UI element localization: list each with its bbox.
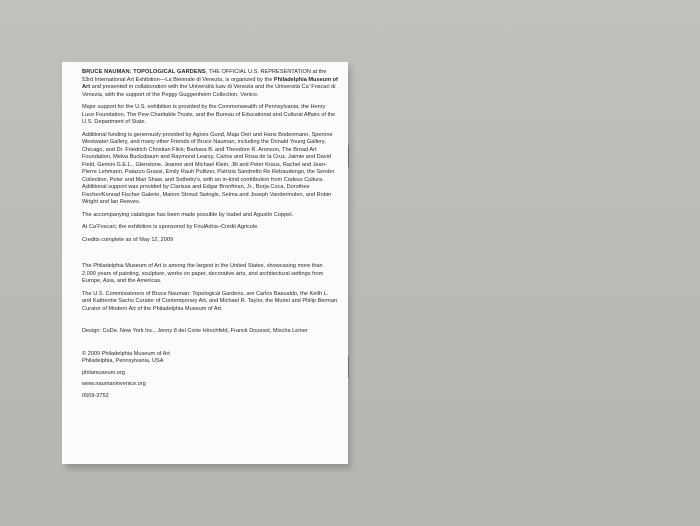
catalogue-paragraph: The accompanying catalogue has been made possible by Isabel and Agustín Coppel. <box>82 211 294 218</box>
contact-block <box>82 351 338 401</box>
museum-about-paragraph: The Philadelphia Museum of Art is among the largest in the United States, showcasing more than 2,000 years of painting, sculpture, works on paper, decorative arts, and architectural settings from Europe, Asia, and the Americas. <box>82 263 324 284</box>
museum-name: Philadelphia Museum of Art <box>82 76 338 90</box>
exhibition-title: BRUCE NAUMAN: TOPOLOGICAL GARDENS <box>82 69 206 75</box>
copyright-line: © 2009 Philadelphia Museum of Art <box>82 350 170 357</box>
commissioners-paragraph: The U.S. Commissioners of Bruce Nauman: Topological Gardens, are Carlos Basualdo, the Keith L. and Katherine Sachs Curator of Contemporary Art, and Michael R. Taylor, the Muriel and Philip Berman Curator of Modern Art of the Philadelphia Museum of Art. <box>82 290 338 312</box>
website-philamuseum: philamuseum.org <box>82 369 125 376</box>
location-line: Philadelphia, Pennsylvania, USA <box>82 358 164 364</box>
intro-text-part1: , THE OFFICIAL U.S. REPRESENTATION at the 53rd International Art Exhibition—La Biennale di Venezia, is organized by the <box>82 69 327 83</box>
intro-text-part2: and presented in collaboration with the Università Iuav di Venezia and the Università Ca’ Foscari di Venezia, with the support of the Peggy Guggenheim Collection, Venice. <box>82 84 336 98</box>
copyright-block <box>82 351 338 366</box>
spacer <box>82 318 338 328</box>
credits-date: Credits complete as of May 12, 2009 <box>82 236 174 243</box>
spacer <box>82 249 338 263</box>
design-credit: Design: CoDe. New York Inc., Jenny 8 del Corte Hirschfeld, Franck Doussot, Mischa Leiner <box>82 328 308 334</box>
additional-funding-paragraph: Additional funding is generously provided by Agnes Gund, Maja Oeri and Hans Bodenmann, Sperone Westwater Gallery, and many other Friends of Bruce Nauman, including the Donald Young Gallery, Chicago, and Dr. Friedrich Christian Flick; Barbara B. and Theodore R. Aronson, The Broad Art Foundation, Melva Bucksbaum and Raymond Learsy, Carlos and Rosa de la Cruz, Jaimie and David Field, Gemini G.E.L., Glenstone, Jeanne and Michael Klein, Jill and Peter Kraus, Rachel and Jean-Pierre Lehmann, Palazzo Grassi, Emily Rauh Pulitzer, Patrizia Sandretto Re Rebaudengo, the Sender Collection, Peter and Mari Shaw, and Sotheby’s, with an in-kind contribution from Codess Cultura. Additional support was provided by Clarissa and Edgar Bronfman, Jr., Borja Coca, Dorothee Fischer/Konrad Fischer Galerie, Marion Stroud Swingle, Selma and Joseph Vandermolen, and Robin Wright and Ian Reeves. <box>82 131 335 205</box>
cafoscari-paragraph: At Ca’Foscari, the exhibition is sponsored by FriulAdria–Crédit Agricole. <box>82 224 259 230</box>
major-support-paragraph: Major support for the U.S. exhibition is provided by the Commonwealth of Pennsylvania, the Henry Luce Foundation, The Pew Charitable Trusts, and the Bureau of Educational and Cultural Affairs of the U.S. Department of State. <box>82 104 336 125</box>
spacer <box>82 341 338 351</box>
intro-paragraph <box>82 69 338 99</box>
publication-code: 0509-3752 <box>82 392 109 399</box>
website-naumaninvenice: www.naumaninvenice.org <box>82 381 146 387</box>
booklet-page <box>62 62 348 464</box>
